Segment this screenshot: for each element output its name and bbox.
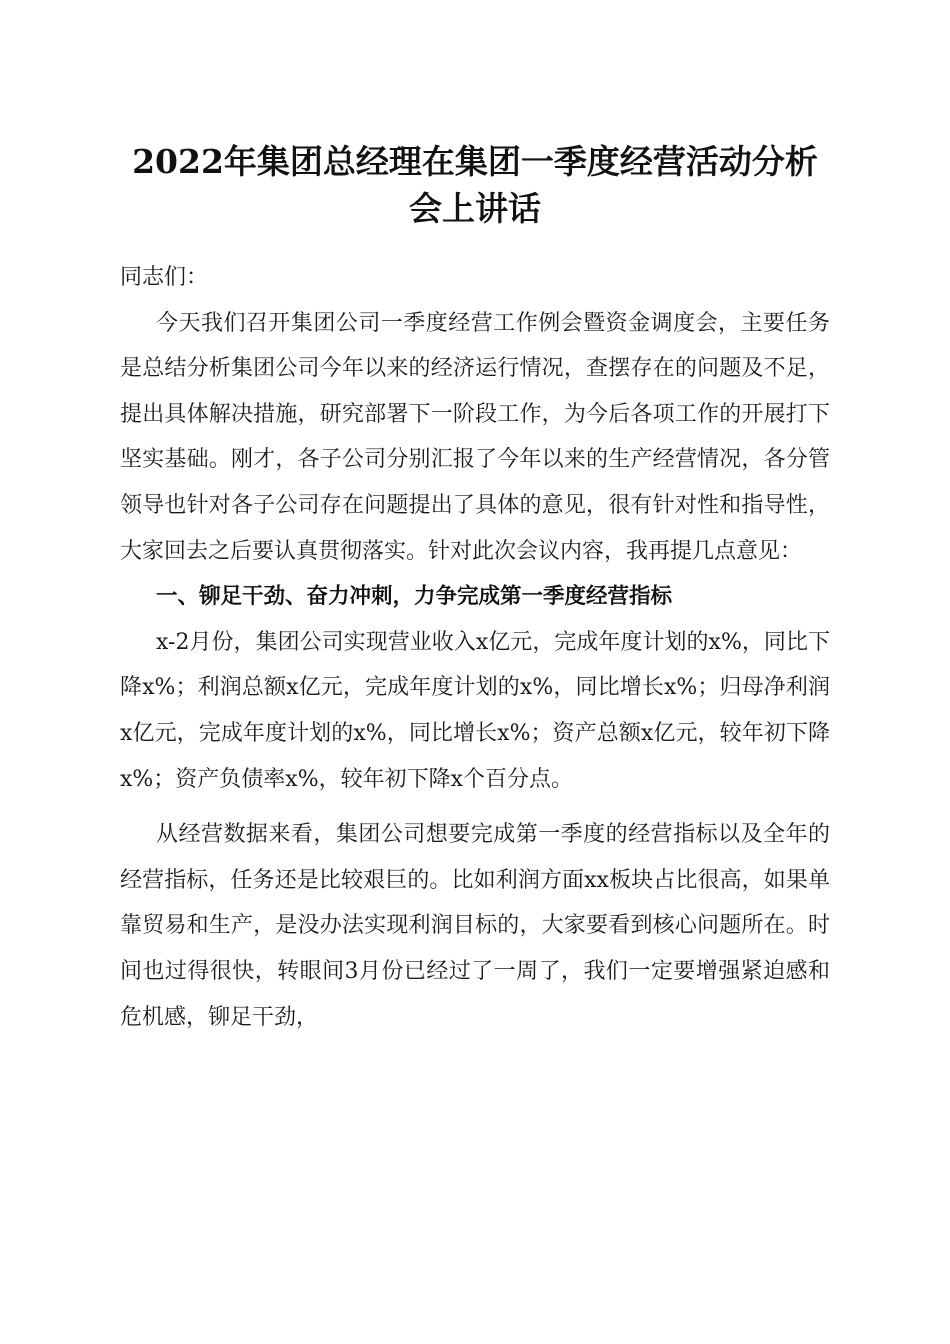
document-body [120,255,830,1040]
paragraph-opening: 今天我们召开集团公司一季度经营工作例会暨资金调度会，主要任务是总结分析集团公司今年以来的经济运行情况，查摆存在的问题及不足，提出具体解决措施，研究部署下一阶段工作，为今后各项工作的开展打下坚实基础。刚才，各子公司分别汇报了今年以来的生产经营情况，各分管领导也针对各子公司存在问题提出了具体的意见，很有针对性和指导性，大家回去之后要认真贯彻落实。针对此次会议内容，我再提几点意见： [120,310,830,564]
paragraph-analysis: 从经营数据来看，集团公司想要完成第一季度的经营指标以及全年的经营指标，任务还是比较艰巨的。比如利润方面xx板块占比很高，如果单靠贸易和生产，是没办法实现利润目标的，大家要看到核心问题所在。时间也过得很快，转眼间3月份已经过了一周了，我们一定要增强紧迫感和危机感，铆足干劲， [120,822,830,1030]
section-heading: 一、铆足干劲、奋力冲刺，力争完成第一季度经营指标 [156,584,673,610]
salutation: 同志们： [120,265,209,290]
paragraph-indicators: x-2月份，集团公司实现营业收入x亿元，完成年度计划的x%，同比下降x%；利润总额x亿元，完成年度计划的x%，同比增长x%；归母净利润x亿元，完成年度计划的x%，同比增长x%；资产总额x亿元，较年初下降x%；资产负债率x%，较年初下降x个百分点。 [120,629,830,792]
document-title: 2022年集团总经理在集团一季度经营活动分析会上讲话 [132,142,818,228]
